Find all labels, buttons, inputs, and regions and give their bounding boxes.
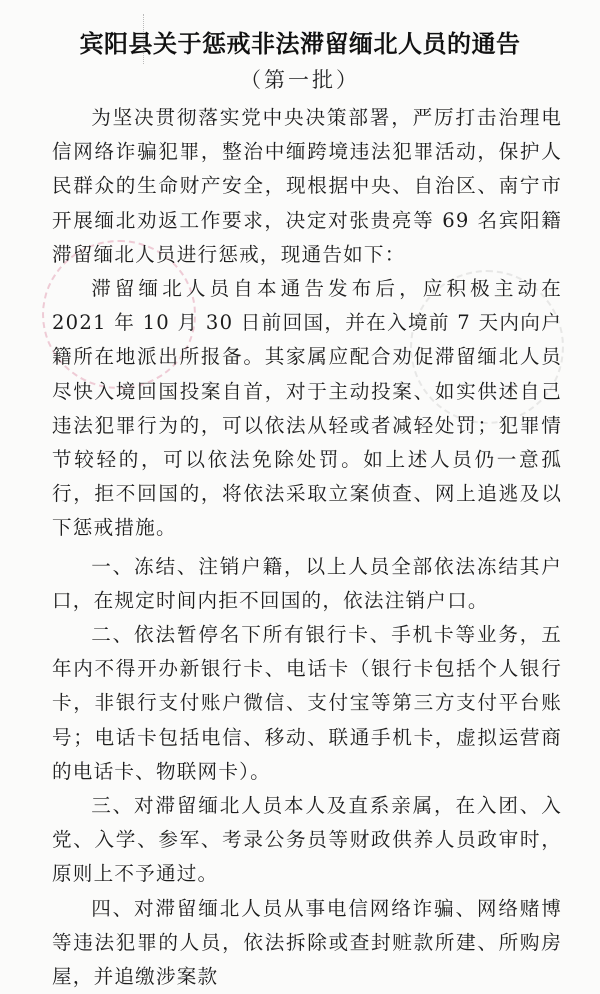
measure-2-paragraph: 二、依法暂停名下所有银行卡、手机卡等业务，五年内不得开办新银行卡、电话卡（银行卡包括个人银行卡，非银行支付账户微信、支付宝等第三方支付平台账号；电话卡包括电信、移动、联通手机卡，虚拟运营商的电话卡、物联网卡）。: [52, 623, 562, 783]
measure-4-paragraph: 四、对滞留缅北人员从事电信网络诈骗、网络赌博等违法犯罪的人员，依法拆除或查封赃款所建、所购房屋，并追缴涉案款: [52, 896, 562, 989]
document-body: [52, 101, 562, 994]
document-subtitle: （第一批）: [240, 68, 360, 92]
document-title: 宾阳县关于惩戒非法滞留缅北人员的通告: [79, 30, 521, 58]
intro-paragraph: 为坚决贯彻落实党中央决策部署，严厉打击治理电信网络诈骗犯罪，整治中缅跨境违法犯罪活动，保护人民群众的生命财产安全，现根据中央、自治区、南宁市开展缅北劝返工作要求，决定对张贵亮等 69 名宾阳籍滞留缅北人员进行惩戒，现通告如下：: [52, 106, 562, 266]
measure-3-paragraph: 三、对滞留缅北人员本人及直系亲属，在入团、入党、入学、参军、考录公务员等财政供养人员政审时，原则上不予通过。: [52, 794, 562, 886]
deadline-paragraph: 滞留缅北人员自本通告发布后，应积极主动在 2021 年 10 月 30 日前回国，并在入境前 7 天内向户籍所在地派出所报备。其家属应配合劝促滞留缅北人员尽快入境回国投案自首，对于主动投案、如实供述自己违法犯罪行为的，可以依法从轻或者减轻处罚；犯罪情节较轻的，可以依法免除处罚。如上述人员仍一意孤行，拒不回国的，将依法采取立案侦查、网上追逃及以下惩戒措施。: [52, 277, 562, 540]
measure-1-paragraph: 一、冻结、注销户籍，以上人员全部依法冻结其户口，在规定时间内拒不回国的，依法注销户口。: [52, 554, 562, 612]
